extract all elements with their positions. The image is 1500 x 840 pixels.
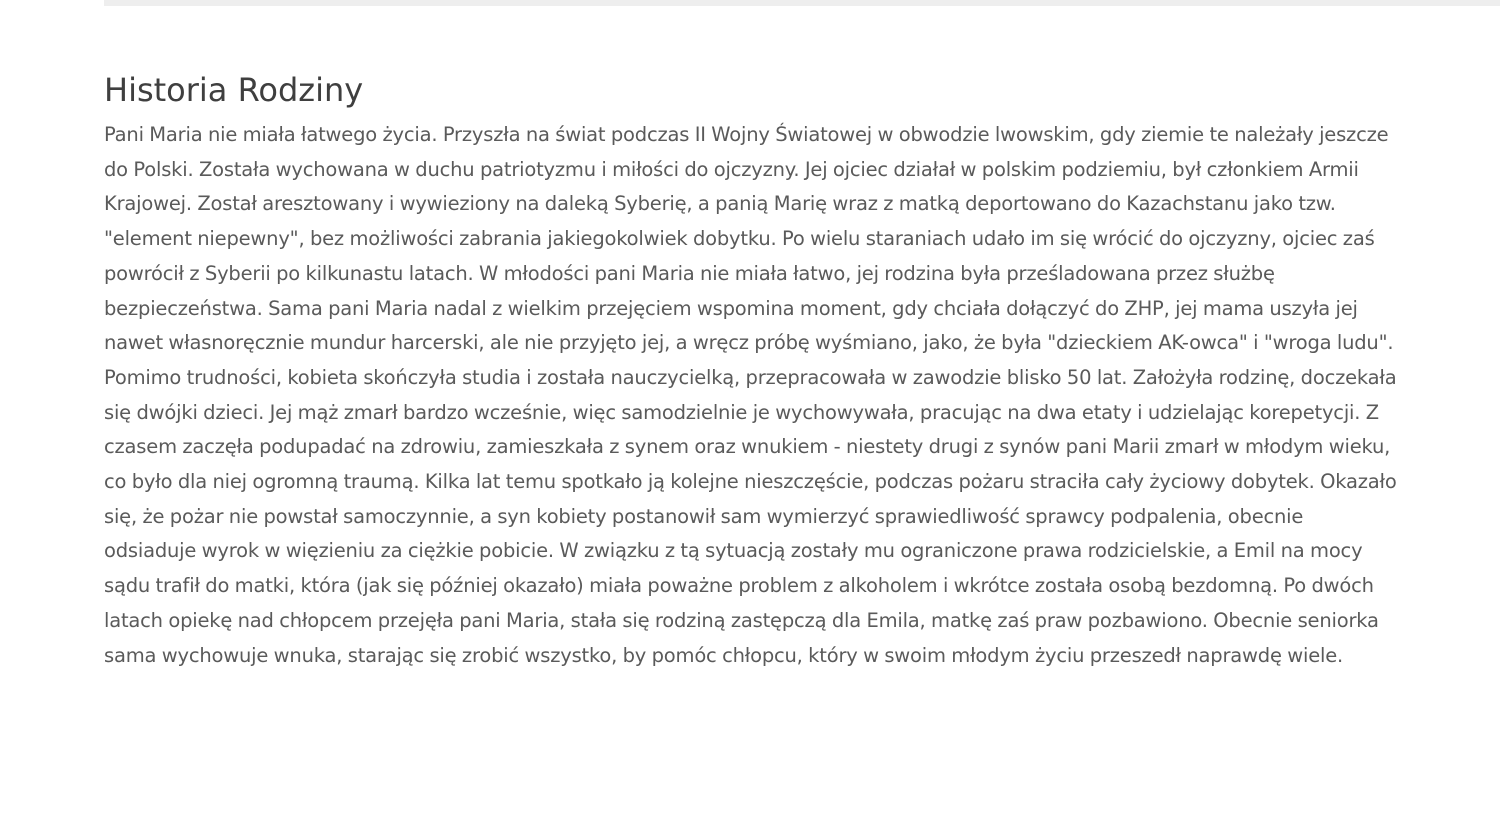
section-title: Historia Rodziny [104,71,364,109]
family-history-section [104,68,1400,673]
top-divider-bar [104,0,1500,6]
family-history-text: Pani Maria nie miała łatwego życia. Przyszła na świat podczas II Wojny Światowej w obwodzie lwowskim, gdy ziemie te należały jeszcze do Polski. Została wychowana w duchu patriotyzmu i miłości do ojczyzny. Jej ojciec działał w polskim podziemiu, był członkiem Armii Krajowej. Został aresztowany i wywieziony na daleką Syberię, a panią Marię wraz z matką deportowano do Kazachstanu jako tzw. "element niepewny", bez możliwości zabrania jakiegokolwiek dobytku. Po wielu staraniach udało im się wrócić do ojczyzny, ojciec zaś powrócił z Syberii po kilkunastu latach. W młodości pani Maria nie miała łatwo, jej rodzina była prześladowana przez służbę bezpieczeństwa. Sama pani Maria nadal z wielkim przejęciem wspomina moment, gdy chciała dołączyć do ZHP, jej mama uszyła jej nawet własnoręcznie mundur harcerski, ale nie przyjęto jej, a wręcz próbę wyśmiano, jako, że była "dzieckiem AK-owca" i "wroga ludu". Pomimo trudności, kobieta skończyła studia i została nauczycielką, przepracowała w zawodzie blisko 50 lat. Założyła rodzinę, doczekała się dwójki dzieci. Jej mąż zmarł bardzo wcześnie, więc samodzielnie je wychowywała, pracując na dwa etaty i udzielając korepetycji. Z czasem zaczęła podupadać na zdrowiu, zamieszkała z synem oraz wnukiem - niestety drugi z synów pani Marii zmarł w młodym wieku, co było dla niej ogromną traumą. Kilka lat temu spotkało ją kolejne nieszczęście, podczas pożaru straciła cały życiowy dobytek. Okazało się, że pożar nie powstał samoczynnie, a syn kobiety postanowił sam wymierzyć sprawiedliwość sprawcy podpalenia, obecnie odsiaduje wyrok w więzieniu za ciężkie pobicie. W związku z tą sytuacją zostały mu ograniczone prawa rodzicielskie, a Emil na mocy sądu trafił do matki, która (jak się później okazało) miała poważne problem z alkoholem i wkrótce została osobą bezdomną. Po dwóch latach opiekę nad chłopcem przejęła pani Maria, stała się rodziną zastępczą dla Emila, matkę zaś praw pozbawiono. Obecnie seniorka sama wychowuje wnuka, starając się zrobić wszystko, by pomóc chłopcu, który w swoim młodym życiu przeszedł naprawdę wiele. [104,123,1397,667]
